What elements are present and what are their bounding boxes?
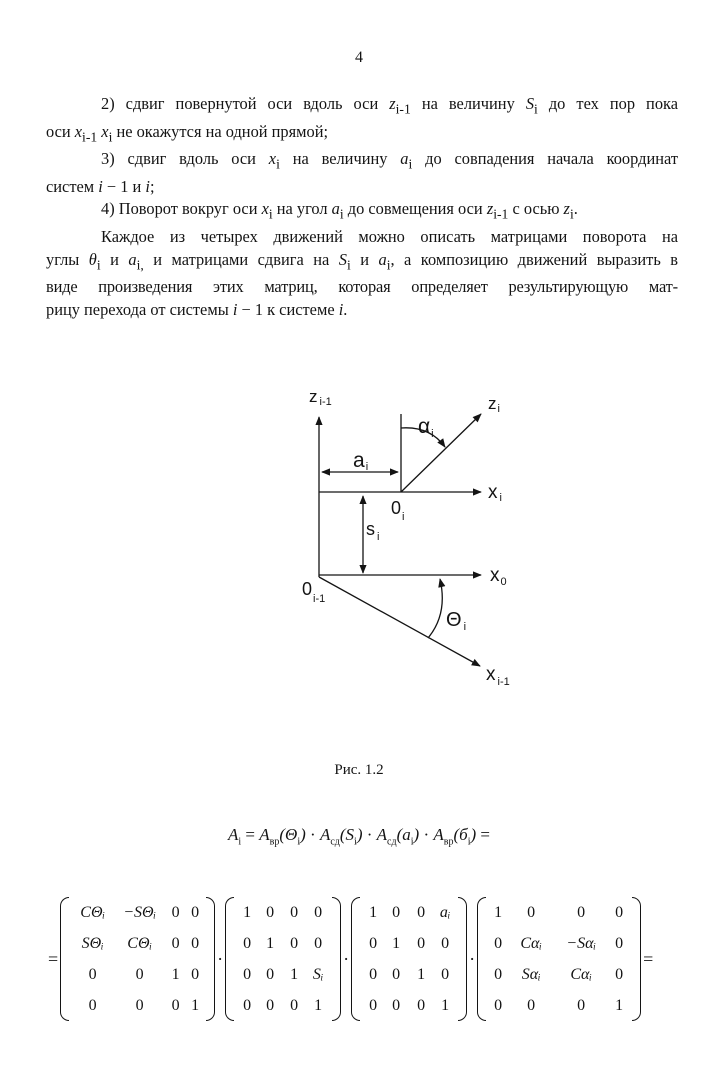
text-run: · xyxy=(419,825,434,844)
text-run: i-1 xyxy=(493,206,509,222)
text-run: i xyxy=(497,403,500,415)
matrix-cell: 0 xyxy=(191,903,200,921)
text-run: z xyxy=(309,387,318,406)
text-run: i xyxy=(410,836,414,848)
text-run: z xyxy=(563,199,570,219)
z-prev-label xyxy=(309,387,332,408)
text-run: = xyxy=(241,825,260,844)
matrix-cell: 0 xyxy=(290,996,299,1014)
text-run: углы xyxy=(46,249,89,269)
matrix-bracket xyxy=(206,897,215,1021)
text-run: i xyxy=(463,621,467,633)
matrix-cell: 1 xyxy=(392,934,401,952)
text-run: x xyxy=(486,664,496,685)
text-run: i xyxy=(232,299,238,319)
text-run: A xyxy=(376,825,388,844)
matrix-bracket xyxy=(458,897,467,1021)
translation-matrix-a xyxy=(351,897,467,1021)
text-run: и xyxy=(100,249,129,269)
matrix-bracket xyxy=(632,897,641,1021)
text-run: S xyxy=(525,94,535,113)
matrix-cell: 0 xyxy=(88,965,97,983)
matrix-cell: 1 xyxy=(615,996,624,1014)
matrix-cell: 1 xyxy=(417,965,426,983)
matrix-cell: 0 xyxy=(266,965,275,983)
matrix-cell: 0 xyxy=(494,965,503,983)
matrix-cell: 0 xyxy=(266,903,275,921)
text-run: · xyxy=(362,825,377,844)
matrix-cell: 0 xyxy=(314,934,323,952)
matrix-cell: 0 xyxy=(392,903,401,921)
theta-arc xyxy=(428,579,442,638)
text-run: до совпадения начала координат xyxy=(412,149,678,169)
matrix-cell: CΘᵢ xyxy=(80,903,106,921)
text-run: рицу перехода от системы xyxy=(46,299,233,319)
text-run: = xyxy=(476,825,491,844)
matrix-cell: 1 xyxy=(290,965,299,983)
matrix-cell: 0 xyxy=(417,934,426,952)
z-i-axis xyxy=(401,414,481,492)
text-run: 4) Поворот вокруг оси xyxy=(101,199,262,219)
text-run: i-1 xyxy=(319,396,332,408)
matrix-cell: 0 xyxy=(135,996,144,1014)
text-run: ) xyxy=(413,825,420,844)
text-run: i xyxy=(108,128,113,144)
matrix-cell: 0 xyxy=(171,996,180,1014)
matrix-cell: 0 xyxy=(314,903,323,921)
matrix-cell: 0 xyxy=(191,965,200,983)
text-run: i-1 xyxy=(497,676,510,688)
text-run: x xyxy=(74,121,83,141)
text-run: на величину xyxy=(410,94,526,113)
text-run: Θ xyxy=(446,609,462,631)
text-run: 2) сдвиг повернутой оси вдоль оси xyxy=(101,94,390,113)
matrix-cell: 0 xyxy=(369,965,378,983)
text-run: i-1 xyxy=(395,101,411,117)
equals-sign: = xyxy=(48,948,59,969)
text-run: виде произведения этих матриц, которая определяет результирующую мат- xyxy=(46,277,678,297)
multiply-dot: · xyxy=(217,948,224,969)
text-run: оси xyxy=(46,121,75,141)
matrix-cell: 1 xyxy=(441,996,450,1014)
text-run: не окажутся на одной прямой; xyxy=(112,121,329,141)
matrix-cell: 0 xyxy=(577,903,586,921)
text-run: x xyxy=(97,121,109,141)
matrix-cell: 1 xyxy=(266,934,275,952)
text-run: (S xyxy=(339,825,355,844)
text-run: на величину xyxy=(279,149,401,169)
text-run: i xyxy=(402,511,405,523)
text-run: α xyxy=(418,415,431,438)
matrix-grid xyxy=(69,897,206,1021)
matrix-cell: 1 xyxy=(369,903,378,921)
matrix-grid xyxy=(234,897,332,1021)
text-run: i xyxy=(339,206,344,222)
matrix-cell: 0 xyxy=(577,996,586,1014)
text-run: (Θ xyxy=(279,825,298,844)
multiply-dot: · xyxy=(343,948,350,969)
text-run: i xyxy=(534,101,538,117)
text-run: 0 xyxy=(500,576,507,588)
matrix-cell: 0 xyxy=(171,903,180,921)
page-number: 4 xyxy=(355,49,363,66)
matrix-cell: 0 xyxy=(615,934,624,952)
matrix-product xyxy=(46,897,655,1021)
text-run: на угол xyxy=(272,199,332,219)
text-run: i xyxy=(276,156,280,172)
matrix-cell: 0 xyxy=(494,934,503,952)
matrix-cell: Cαᵢ xyxy=(520,934,542,952)
matrix-cell: SΘᵢ xyxy=(81,934,104,952)
matrix-cell: 0 xyxy=(527,996,536,1014)
a-label xyxy=(353,449,368,473)
matrix-cell: 0 xyxy=(417,996,426,1014)
matrix-bracket xyxy=(332,897,341,1021)
text-run: i xyxy=(431,428,434,440)
text-run: сд xyxy=(330,836,340,848)
matrix-cell: 0 xyxy=(290,934,299,952)
text-run: и xyxy=(350,249,379,269)
text-run: S xyxy=(338,249,347,269)
text-run: i xyxy=(386,256,391,272)
text-run: x xyxy=(261,199,269,219)
multiply-dot: · xyxy=(469,948,476,969)
text-run: ) xyxy=(356,825,363,844)
text-run: θ xyxy=(88,249,97,269)
matrix-cell: 0 xyxy=(441,934,450,952)
text-run: i xyxy=(354,836,357,848)
text-run: i-1 xyxy=(313,593,326,605)
text-run: i xyxy=(268,206,273,222)
translation-matrix-s xyxy=(225,897,341,1021)
theta-label xyxy=(446,609,466,633)
text-run: A xyxy=(319,825,331,844)
matrix-cell: 0 xyxy=(243,934,252,952)
text-run: i xyxy=(338,299,344,319)
origin-i-label xyxy=(391,498,404,523)
matrix-cell: 0 xyxy=(369,934,378,952)
matrix-cell: 0 xyxy=(290,903,299,921)
matrix-cell: 0 xyxy=(494,996,503,1014)
matrix-cell: −Sαᵢ xyxy=(566,934,597,952)
z-i-label xyxy=(488,394,500,415)
text-run: i-1 xyxy=(82,128,98,144)
text-run: z xyxy=(486,199,494,219)
text-run: i xyxy=(365,461,369,473)
matrix-cell: Sᵢ xyxy=(312,965,324,983)
text-run: 0 xyxy=(302,579,313,599)
text-run: i xyxy=(145,177,150,197)
matrix-cell: 0 xyxy=(441,965,450,983)
matrix-cell: Sαᵢ xyxy=(521,965,541,983)
matrix-cell: 1 xyxy=(314,996,323,1014)
matrix-cell: 0 xyxy=(266,996,275,1014)
text-run: A xyxy=(259,825,270,844)
text-run: , а композицию движений выразить в xyxy=(390,249,679,269)
text-run: (a xyxy=(396,825,411,844)
text-run: − 1 и xyxy=(102,177,146,197)
text-run: a xyxy=(353,449,365,472)
alpha-label xyxy=(418,415,434,440)
text-run: x xyxy=(490,565,500,586)
text-run: до совмещения оси xyxy=(343,199,487,219)
matrix-cell: 1 xyxy=(191,996,200,1014)
text-run: систем xyxy=(46,177,99,197)
matrix-cell: 0 xyxy=(171,934,180,952)
text-run: 0 xyxy=(391,498,402,518)
text-run: a xyxy=(378,249,387,269)
s-label xyxy=(366,519,379,543)
matrix-bracket xyxy=(225,897,234,1021)
matrix-cell: aᵢ xyxy=(439,903,451,921)
matrix-cell: CΘᵢ xyxy=(127,934,153,952)
text-run: · xyxy=(305,825,320,844)
text-run: i xyxy=(96,256,101,272)
text-run: s xyxy=(366,519,375,539)
matrix-grid xyxy=(486,897,632,1021)
text-run: x xyxy=(268,149,277,169)
text-run: − 1 к системе xyxy=(237,299,339,319)
text-run: i xyxy=(408,156,413,172)
matrix-cell: 0 xyxy=(191,934,200,952)
rotation-matrix-theta xyxy=(60,897,215,1021)
matrix-bracket xyxy=(60,897,69,1021)
equals-sign-trailing: = xyxy=(643,948,654,969)
text-run: i xyxy=(569,206,574,222)
x-i-label xyxy=(488,482,502,504)
text-run: вр xyxy=(269,836,280,848)
matrix-cell: Cαᵢ xyxy=(570,965,592,983)
x-prev-label xyxy=(486,664,510,688)
rotation-matrix-alpha xyxy=(477,897,641,1021)
text-run: A xyxy=(433,825,444,844)
matrix-cell: 0 xyxy=(417,903,426,921)
text-run: i xyxy=(499,492,502,504)
text-run: (б xyxy=(453,825,468,844)
matrix-cell: 0 xyxy=(243,996,252,1014)
text-run: i xyxy=(98,177,103,197)
text-run: . xyxy=(343,299,348,319)
matrix-cell: 0 xyxy=(135,965,144,983)
text-run: 3) сдвиг вдоль оси xyxy=(101,149,269,169)
text-run: до тех пор пока xyxy=(537,94,678,113)
text-run: a xyxy=(331,199,340,219)
text-run: a xyxy=(400,149,409,169)
text-run: z xyxy=(488,394,497,413)
text-run: ) xyxy=(300,825,306,844)
x-0-label xyxy=(490,565,507,588)
text-run: с осью xyxy=(508,199,564,219)
text-run: i xyxy=(377,531,380,543)
text-run: i xyxy=(297,836,301,848)
text-run: и матрицами сдвига на xyxy=(143,249,339,269)
text-run: ) xyxy=(470,825,477,844)
matrix-cell: 0 xyxy=(369,996,378,1014)
figure-caption: Рис. 1.2 xyxy=(334,762,384,778)
matrix-bracket xyxy=(477,897,486,1021)
matrix-cell: 1 xyxy=(243,903,252,921)
matrix-cell: 0 xyxy=(392,996,401,1014)
matrix-cell: 0 xyxy=(615,965,624,983)
text-run: . xyxy=(573,199,578,219)
origin-prev-label xyxy=(302,579,325,605)
text-run: i xyxy=(238,836,242,848)
text-run: i xyxy=(467,836,471,848)
text-run: i xyxy=(346,256,351,272)
matrix-cell: 0 xyxy=(392,965,401,983)
text-run: i, xyxy=(136,256,144,272)
text-run: ; xyxy=(149,177,155,197)
matrix-cell: 0 xyxy=(88,996,97,1014)
text-run: Каждое из четырех движений можно описать матрицами поворота на xyxy=(101,227,678,247)
text-run: сд xyxy=(387,836,397,848)
matrix-cell: −SΘᵢ xyxy=(123,903,157,921)
matrix-cell: 0 xyxy=(615,903,624,921)
matrix-cell: 0 xyxy=(243,965,252,983)
text-run: a xyxy=(128,249,137,269)
matrix-cell: 1 xyxy=(494,903,503,921)
text-run: x xyxy=(488,482,498,503)
text-run: вр xyxy=(443,836,454,848)
matrix-cell: 0 xyxy=(527,903,536,921)
transform-equation xyxy=(0,825,718,847)
matrix-bracket xyxy=(351,897,360,1021)
matrix-cell: 1 xyxy=(171,965,180,983)
matrix-grid xyxy=(360,897,458,1021)
text-run: A xyxy=(227,825,239,844)
text-run: z xyxy=(389,94,396,113)
